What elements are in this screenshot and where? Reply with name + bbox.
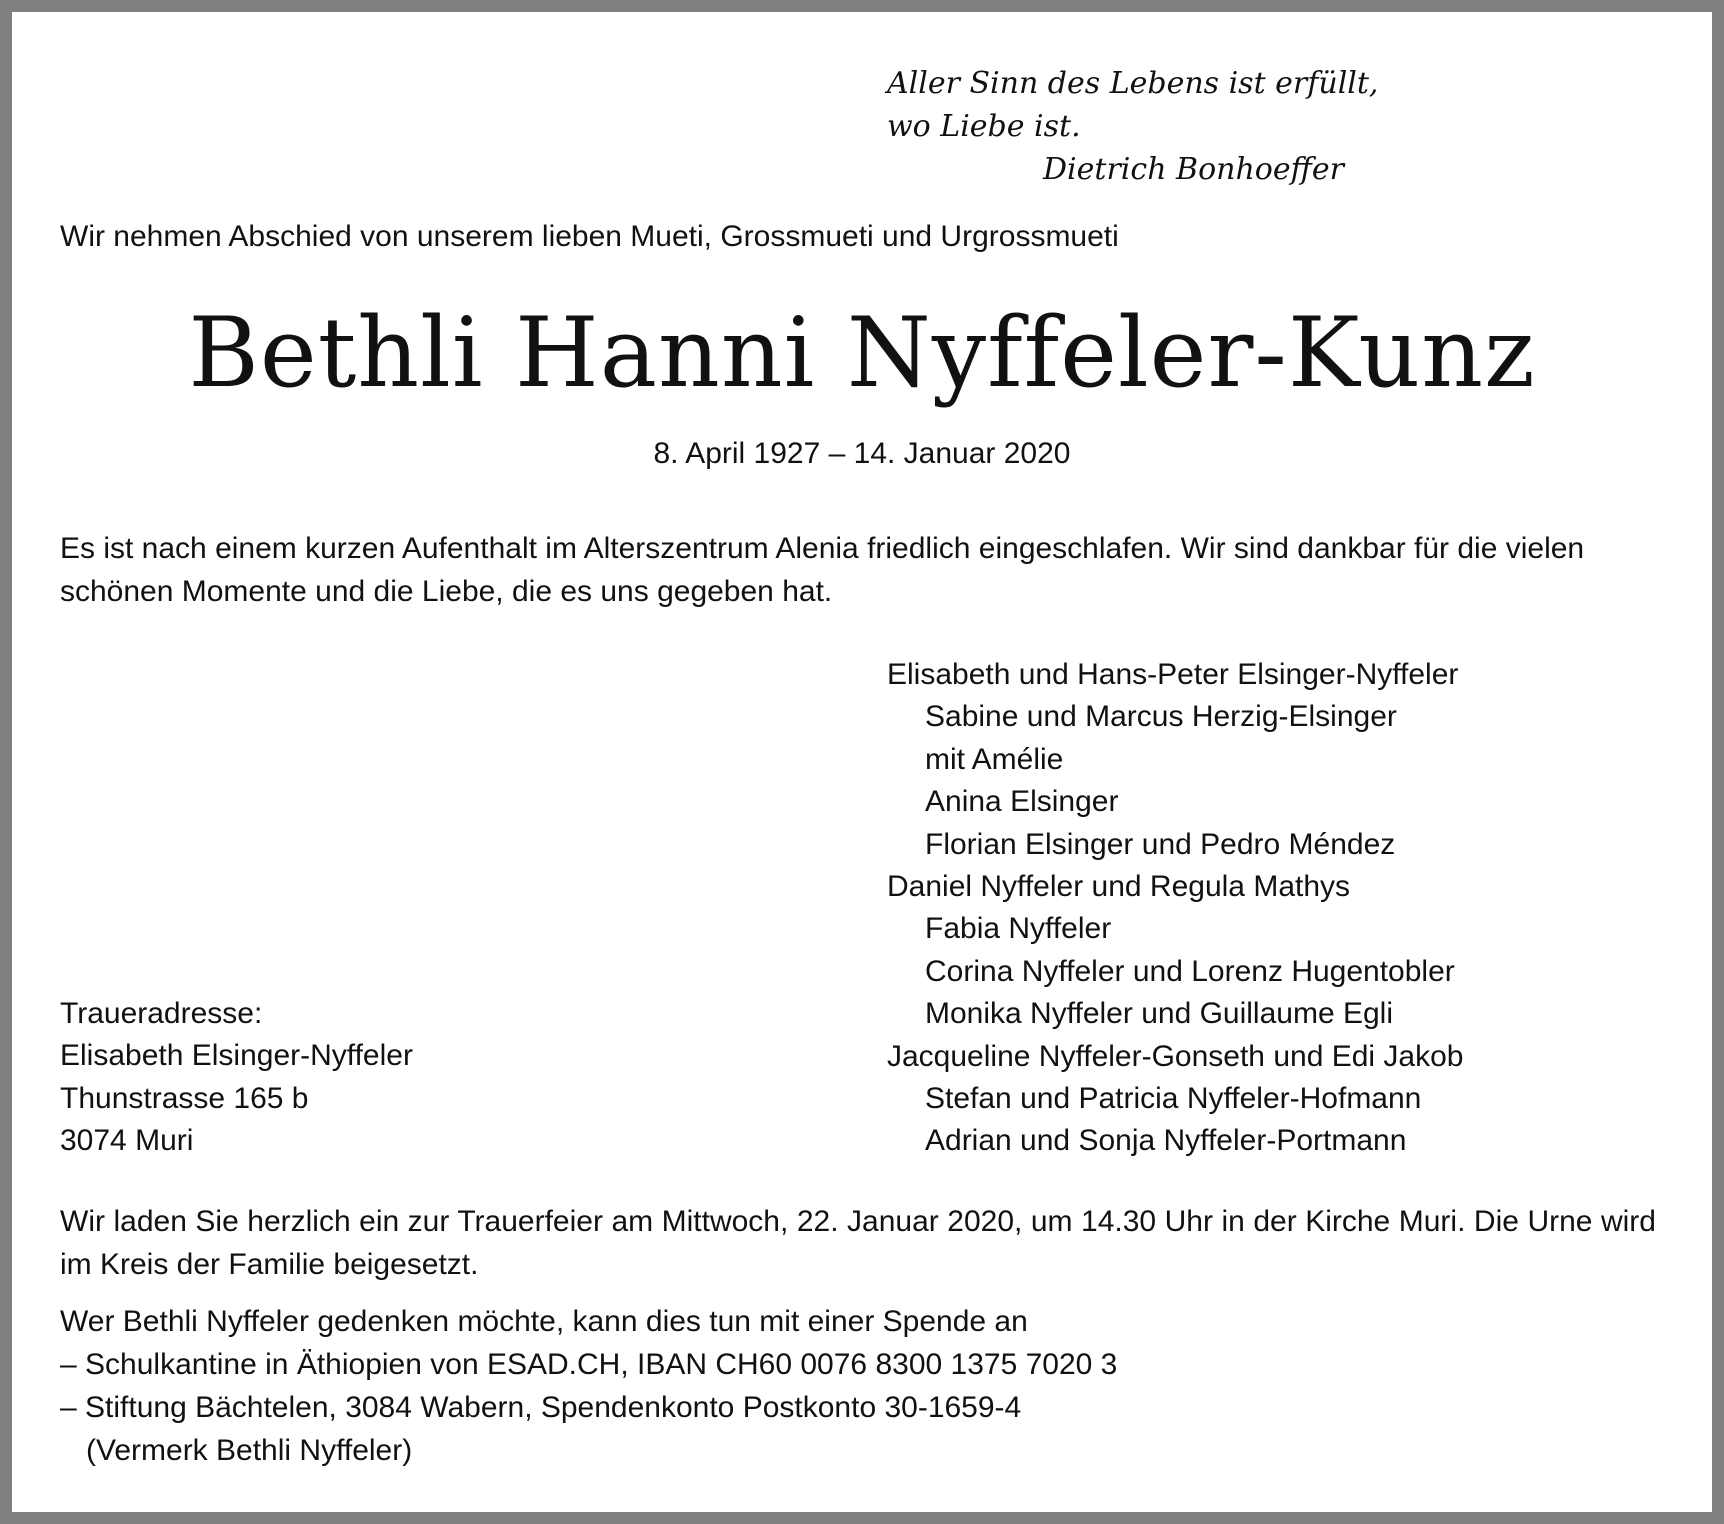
donation-info <box>60 1300 1117 1472</box>
donation-item: – Stiftung Bächtelen, 3084 Wabern, Spendenkonto Postkonto 30-1659-4 <box>60 1391 1022 1424</box>
family-member: Sabine und Marcus Herzig-Elsinger <box>925 700 1397 734</box>
family-member: Stefan und Patricia Nyffeler-Hofmann <box>925 1082 1422 1116</box>
deceased-name: Bethli Hanni Nyffeler-Kunz <box>188 297 1536 409</box>
address-name: Elisabeth Elsinger-Nyffeler <box>60 1039 413 1073</box>
family-member: Daniel Nyffeler und Regula Mathys <box>887 870 1351 904</box>
family-member: Monika Nyffeler und Guillaume Egli <box>925 997 1394 1031</box>
motto-line-2: wo Liebe ist. <box>887 109 1081 144</box>
farewell-paragraph: Es ist nach einem kurzen Aufenthalt im Alterszentrum Alenia friedlich eingeschlafen. Wir sind dankbar für die vielen schönen Momente und die Liebe, die es uns gegeben hat. <box>60 532 1585 608</box>
mourning-address <box>60 993 413 1163</box>
address-city: 3074 Muri <box>60 1124 194 1158</box>
family-list <box>887 654 1463 1163</box>
funeral-invitation: Wir laden Sie herzlich ein zur Trauerfeier am Mittwoch, 22. Januar 2020, um 14.30 Uhr in der Kirche Muri. Die Urne wird im Kreis der Familie beigesetzt. <box>60 1205 1656 1281</box>
family-member: Florian Elsinger und Pedro Méndez <box>925 827 1396 861</box>
donation-item: – Schulkantine in Äthiopien von ESAD.CH, IBAN CH60 0076 8300 1375 7020 3 <box>60 1348 1118 1381</box>
intro-text: Wir nehmen Abschied von unserem lieben Mueti, Grossmueti und Urgrossmueti <box>60 220 1119 253</box>
motto-quote <box>887 62 1378 191</box>
obituary-page <box>12 12 1712 1512</box>
family-member: Corina Nyffeler und Lorenz Hugentobler <box>925 954 1455 988</box>
family-member: Jacqueline Nyffeler-Gonseth und Edi Jakob <box>887 1039 1464 1073</box>
donation-intro: Wer Bethli Nyffeler gedenken möchte, kann dies tun mit einer Spende an <box>60 1305 1028 1338</box>
family-member: Fabia Nyffeler <box>925 912 1112 946</box>
address-label: Traueradresse: <box>60 997 263 1030</box>
motto-line-1: Aller Sinn des Lebens ist erfüllt, <box>887 66 1379 101</box>
life-dates: 8. April 1927 – 14. Januar 2020 <box>653 437 1071 470</box>
motto-author: Dietrich Bonhoeffer <box>1043 152 1344 187</box>
family-member: Elisabeth und Hans-Peter Elsinger-Nyffeler <box>887 658 1459 691</box>
donation-note: (Vermerk Bethli Nyffeler) <box>86 1434 413 1467</box>
address-street: Thunstrasse 165 b <box>60 1081 309 1115</box>
family-member: Anina Elsinger <box>925 785 1119 819</box>
family-member: mit Amélie <box>925 742 1064 776</box>
family-member: Adrian und Sonja Nyffeler-Portmann <box>925 1124 1407 1158</box>
